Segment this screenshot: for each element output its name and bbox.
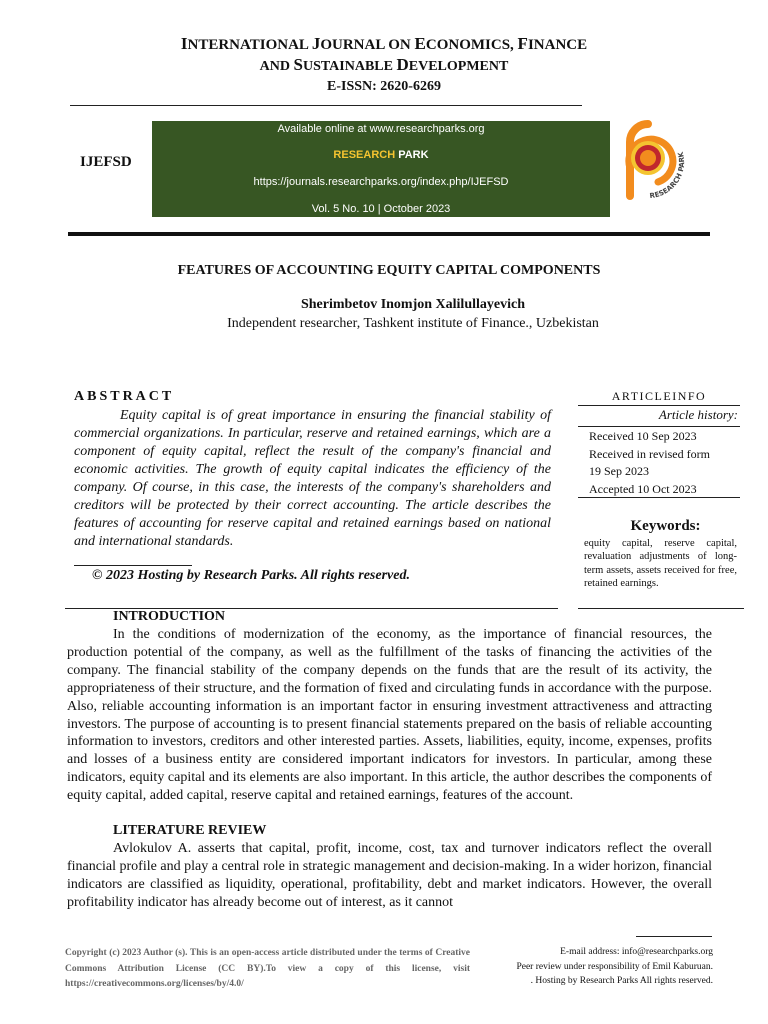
journal-title-text: EVELOPMENT bbox=[408, 59, 509, 74]
research-park-logo-icon bbox=[610, 120, 690, 206]
literature-review-heading: LITERATURE REVIEW bbox=[113, 823, 267, 838]
journal-title-line1 bbox=[0, 34, 768, 55]
eissn: E-ISSN: 2620-6269 bbox=[327, 79, 441, 94]
footer-email: E-mail address: info@researchparks.org bbox=[560, 947, 713, 957]
abstract-heading: ABSTRACT bbox=[74, 389, 175, 404]
introduction-text bbox=[67, 626, 712, 805]
literature-review-body: Avlokulov A. asserts that capital, profit, income, cost, tax and turnover indicators reflect the overall financial profile and play a central role in strategic management and decision-making. In a wider horizon, financial indicators are classified as liquidity, operational, profitability, debt and market indicators. However, the overall profitability indicator has already become out of interest, as it cannot bbox=[67, 841, 712, 910]
abstract-rule bbox=[74, 565, 192, 566]
section-rule bbox=[578, 608, 744, 609]
journal-title-line2 bbox=[0, 55, 768, 77]
logo-ring-text: RESEARCH PARK bbox=[649, 151, 687, 201]
journal-title-text: J bbox=[311, 34, 321, 53]
revised-date: 19 Sep 2023 bbox=[589, 464, 649, 478]
article-info-heading: ARTICLEINFO bbox=[611, 389, 707, 403]
article-info-rule bbox=[578, 497, 740, 498]
journal-title-text: F bbox=[517, 34, 528, 53]
author-name: Sherimbetov Inomjon Xalilullayevich bbox=[300, 297, 525, 312]
publisher-name bbox=[152, 149, 610, 161]
journal-title-text: I bbox=[180, 34, 188, 53]
journal-abbrev: IJEFSD bbox=[80, 154, 132, 170]
footer-contact bbox=[480, 945, 713, 989]
footer-peer-review: Peer review under responsibility of Emil Kaburuan. bbox=[516, 961, 713, 972]
available-online-link[interactable]: Available online at www.researchparks.org bbox=[277, 123, 485, 135]
volume-info: Vol. 5 No. 10 | October 2023 bbox=[311, 203, 451, 215]
keywords-heading: Keywords: bbox=[630, 518, 701, 534]
received-date: Received 10 Sep 2023 bbox=[589, 429, 697, 443]
introduction-body: In the conditions of modernization of the economy, as the importance of financial resources, the production potential of the company, as well as the fulfillment of the tasks of financing the activities of the company. The financial stability of the company depends on the funds that are the result of its activity, the appropriateness of their structure, and the formation of fixed and circulating funds in accordance with the purpose. Also, reliable accounting information is an important factor in ensuring investment attractiveness and attracting investors. The purpose of accounting is to present financial statements prepared on the basis of reliable accounting information to investors, creditors and other interested parties. Assets, liabilities, equity, income, expenses, profits and losses of a business entity are considered important indicators for investors. In particular, among these indicators, equity capital and its elements are also important. In this article, the author describes the components of equity capital, added capital, reserve capital and retained earnings, features of the account. bbox=[67, 627, 712, 804]
journal-url-link[interactable]: https://journals.researchparks.org/index.php/IJEFSD bbox=[253, 176, 509, 188]
journal-title-text: USTAINABLE bbox=[302, 59, 397, 74]
journal-title-text: CONOMICS, bbox=[425, 37, 518, 53]
journal-title-text: NTERNATIONAL bbox=[187, 37, 312, 53]
journal-title-text: AND bbox=[259, 59, 294, 74]
footer-rule bbox=[636, 936, 712, 937]
introduction-heading: INTRODUCTION bbox=[113, 609, 226, 624]
journal-title-text: S bbox=[293, 55, 303, 74]
article-history-label: Article history: bbox=[658, 407, 738, 422]
revised-label: Received in revised form bbox=[589, 446, 710, 461]
publisher-park-text: PARK bbox=[398, 149, 429, 161]
journal-title bbox=[0, 34, 768, 97]
article-info-rule bbox=[578, 405, 740, 406]
journal-title-text: D bbox=[396, 55, 409, 74]
research-park-logo bbox=[610, 120, 690, 206]
copyright-notice: © 2023 Hosting by Research Parks. All rights reserved. bbox=[92, 568, 410, 583]
license-notice: Copyright (c) 2023 Author (s). This is an open-access article distributed under the terms of Creative Commons Attribution License (CC BY).To view a copy of this license, visit https://creativecommons.org/licenses/by/4.0/ bbox=[65, 948, 470, 989]
publisher-research-text: RESEARCH bbox=[333, 149, 396, 161]
abstract-text bbox=[74, 407, 551, 551]
accepted-date: Accepted 10 Oct 2023 bbox=[589, 481, 697, 496]
header-thick-rule bbox=[68, 232, 710, 236]
abstract-body: Equity capital is of great importance in ensuring the financial stability of commercial organizations. In particular, reserve and retained earnings, which are a component of equity capital, reflect the result of the company's financial and economic activities. The growth of equity capital indicates the efficiency of the company. Of course, in this case, the interests of the company's shareholders and creditors will be protected by their correct accounting. The article describes the features of accounting for reserve capital and retained earnings based on national and international standards. bbox=[74, 408, 551, 549]
header-rule bbox=[70, 105, 582, 106]
article-info-rule bbox=[578, 426, 740, 427]
article-dates bbox=[589, 428, 710, 498]
journal-title-text: E bbox=[414, 34, 426, 53]
publisher-banner bbox=[152, 121, 610, 217]
author-affiliation: Independent researcher, Tashkent institute of Finance., Uzbekistan bbox=[227, 316, 599, 331]
footer-hosting: . Hosting by Research Parks All rights reserved. bbox=[530, 976, 713, 986]
paper-title: FEATURES OF ACCOUNTING EQUITY CAPITAL COMPONENTS bbox=[177, 263, 601, 278]
literature-review-text bbox=[67, 840, 712, 912]
journal-title-text: INANCE bbox=[527, 37, 588, 53]
keywords-text: equity capital, reserve capital, revaluation adjustments of long-term assets, assets received for free, retained earnings. bbox=[584, 538, 737, 589]
journal-title-text: OURNAL ON bbox=[320, 37, 415, 53]
